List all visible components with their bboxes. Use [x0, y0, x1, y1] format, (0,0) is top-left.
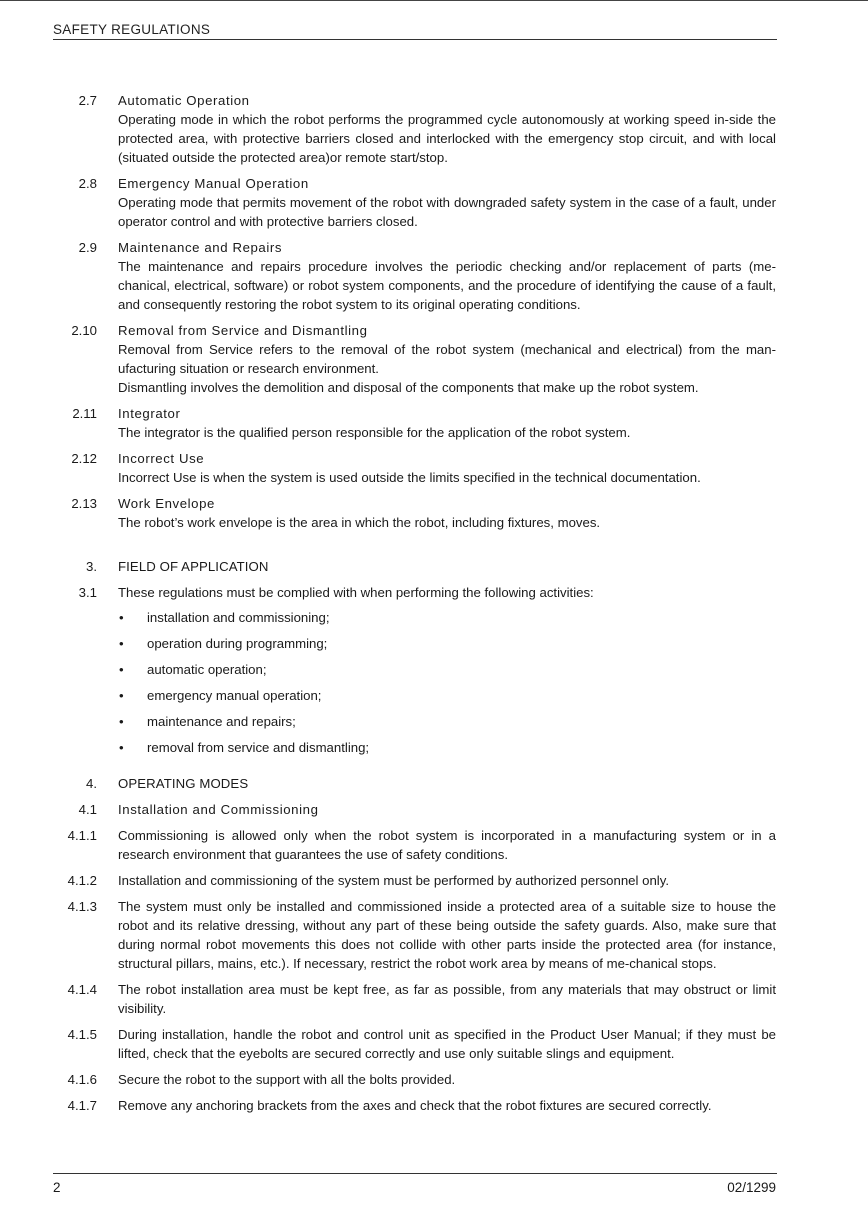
bullet-glyph: •: [119, 610, 124, 625]
clause-4-1-2: [0, 871, 776, 890]
section-body: The robot installation area must be kept free, as far as possible, from any materials that may obstruct or limit visibility.: [118, 982, 776, 1016]
section-title: Installation and Commissioning: [118, 802, 319, 817]
clause-4-1-6: [0, 1070, 776, 1089]
clause-4-1-5: [0, 1025, 776, 1063]
section-4-heading: [0, 774, 776, 793]
top-rule: [0, 0, 868, 1]
list-item: • installation and commissioning;: [119, 610, 330, 625]
bullet-glyph: •: [119, 662, 124, 677]
section-body: Removal from Service refers to the removal of the robot system (mechanical and electrical) from the man-ufacturing situation or research environment.: [118, 342, 776, 376]
section-3-heading: [0, 557, 776, 576]
list-item: • maintenance and repairs;: [119, 714, 296, 729]
definition-2-9: [0, 238, 776, 314]
section-body: Operating mode that permits movement of the robot with downgraded safety system in the case of a fault, under operator control and with protective barriers closed.: [118, 195, 776, 229]
section-body: During installation, handle the robot and control unit as specified in the Product User Manual; if they must be lifted, check that the eyebolts are secured correctly and use only suitable slings and equipment.: [118, 1027, 776, 1061]
section-title: Maintenance and Repairs: [118, 240, 283, 255]
page-number: 2: [53, 1180, 61, 1195]
section-title: Automatic Operation: [118, 93, 250, 108]
section-body: Commissioning is allowed only when the robot system is incorporated in a manufacturing system or in a research environment that guarantees the use of safety conditions.: [118, 828, 776, 862]
definition-2-12: [0, 449, 776, 487]
section-number: 2.8: [78, 176, 97, 191]
section-number: 4.1.1: [67, 828, 97, 843]
section-number: 4.1.3: [67, 899, 97, 914]
section-body: The robot’s work envelope is the area in which the robot, including fixtures, moves.: [118, 515, 601, 530]
definition-2-11: [0, 404, 776, 442]
clause-4-1-3: [0, 897, 776, 973]
running-header: SAFETY REGULATIONS: [53, 21, 777, 40]
section-body: The integrator is the qualified person responsible for the application of the robot system.: [118, 425, 631, 440]
section-body: The system must only be installed and commissioned inside a protected area of a suitable size to house the robot and its relative dressing, without any part of these being outside the safety guards. Also, make sure that during normal robot movements this does not collide with other parts inside the protected area (for instance, structural pillars, mains, etc.). If necessary, restrict the robot work area by means of me-chanical stops.: [118, 899, 776, 971]
bullet-glyph: •: [119, 740, 124, 755]
document-code: 02/1299: [727, 1180, 776, 1195]
bullet-glyph: •: [119, 714, 124, 729]
activity-list: [118, 608, 776, 757]
section-body: The maintenance and repairs procedure involves the periodic checking and/or replacement of parts (me-chanical, electrical, software) or robot system components, and the procedure of identifying the cause of a fault, and consequently restoring the robot system to its original operating conditions.: [118, 259, 776, 312]
bullet-glyph: •: [119, 688, 124, 703]
section-title: Removal from Service and Dismantling: [118, 323, 368, 338]
section-number: 4.: [86, 776, 97, 791]
section-3-1: [0, 583, 776, 757]
footer-rule: [53, 1173, 777, 1174]
section-title: OPERATING MODES: [118, 776, 249, 791]
section-number: 2.10: [71, 323, 97, 338]
section-number: 4.1: [78, 802, 97, 817]
section-number: 2.11: [72, 406, 97, 421]
section-body: Secure the robot to the support with all the bolts provided.: [118, 1072, 456, 1087]
section-number: 4.1.2: [67, 873, 97, 888]
definition-2-10: [0, 321, 776, 397]
section-title: Integrator: [118, 406, 181, 421]
section-number: 4.1.5: [67, 1027, 97, 1042]
clause-4-1-4: [0, 980, 776, 1018]
section-body: Remove any anchoring brackets from the axes and check that the robot fixtures are secured correctly.: [118, 1098, 712, 1113]
section-body: Dismantling involves the demolition and disposal of the components that make up the robot system.: [118, 380, 699, 395]
section-number: 2.12: [71, 451, 97, 466]
section-number: 2.7: [78, 93, 97, 108]
list-item: • automatic operation;: [119, 662, 267, 677]
definition-2-8: [0, 174, 776, 231]
section-body: Installation and commissioning of the system must be performed by authorized personnel only.: [118, 873, 669, 888]
clause-4-1-1: [0, 826, 776, 864]
definition-2-13: [0, 494, 776, 532]
section-number: 3.1: [78, 585, 97, 600]
section-number: 3.: [86, 559, 97, 574]
section-title: Work Envelope: [118, 496, 215, 511]
page-content: [0, 88, 868, 1115]
list-item: • removal from service and dismantling;: [119, 740, 370, 755]
definition-2-7: [0, 91, 776, 167]
section-number: 4.1.4: [67, 982, 97, 997]
section-body: Operating mode in which the robot performs the programmed cycle autonomously at working speed in-side the protected area, with protective barriers closed and interlocked with the emergency stop circuit, and with local (situated outside the protected area)or remote start/stop.: [118, 112, 776, 165]
list-item: • operation during programming;: [119, 636, 328, 651]
bullet-glyph: •: [119, 636, 124, 651]
section-number: 4.1.7: [67, 1098, 97, 1113]
section-title: FIELD OF APPLICATION: [118, 559, 269, 574]
section-number: 2.13: [71, 496, 97, 511]
clause-4-1-7: [0, 1096, 776, 1115]
section-body: Incorrect Use is when the system is used outside the limits specified in the technical documentation.: [118, 470, 701, 485]
section-number: 4.1.6: [67, 1072, 97, 1087]
section-number: 2.9: [78, 240, 97, 255]
list-item: • emergency manual operation;: [119, 688, 322, 703]
section-4-1: [0, 800, 776, 819]
section-title: Incorrect Use: [118, 451, 205, 466]
section-body: These regulations must be complied with when performing the following activities:: [118, 585, 594, 600]
section-title: Emergency Manual Operation: [118, 176, 309, 191]
